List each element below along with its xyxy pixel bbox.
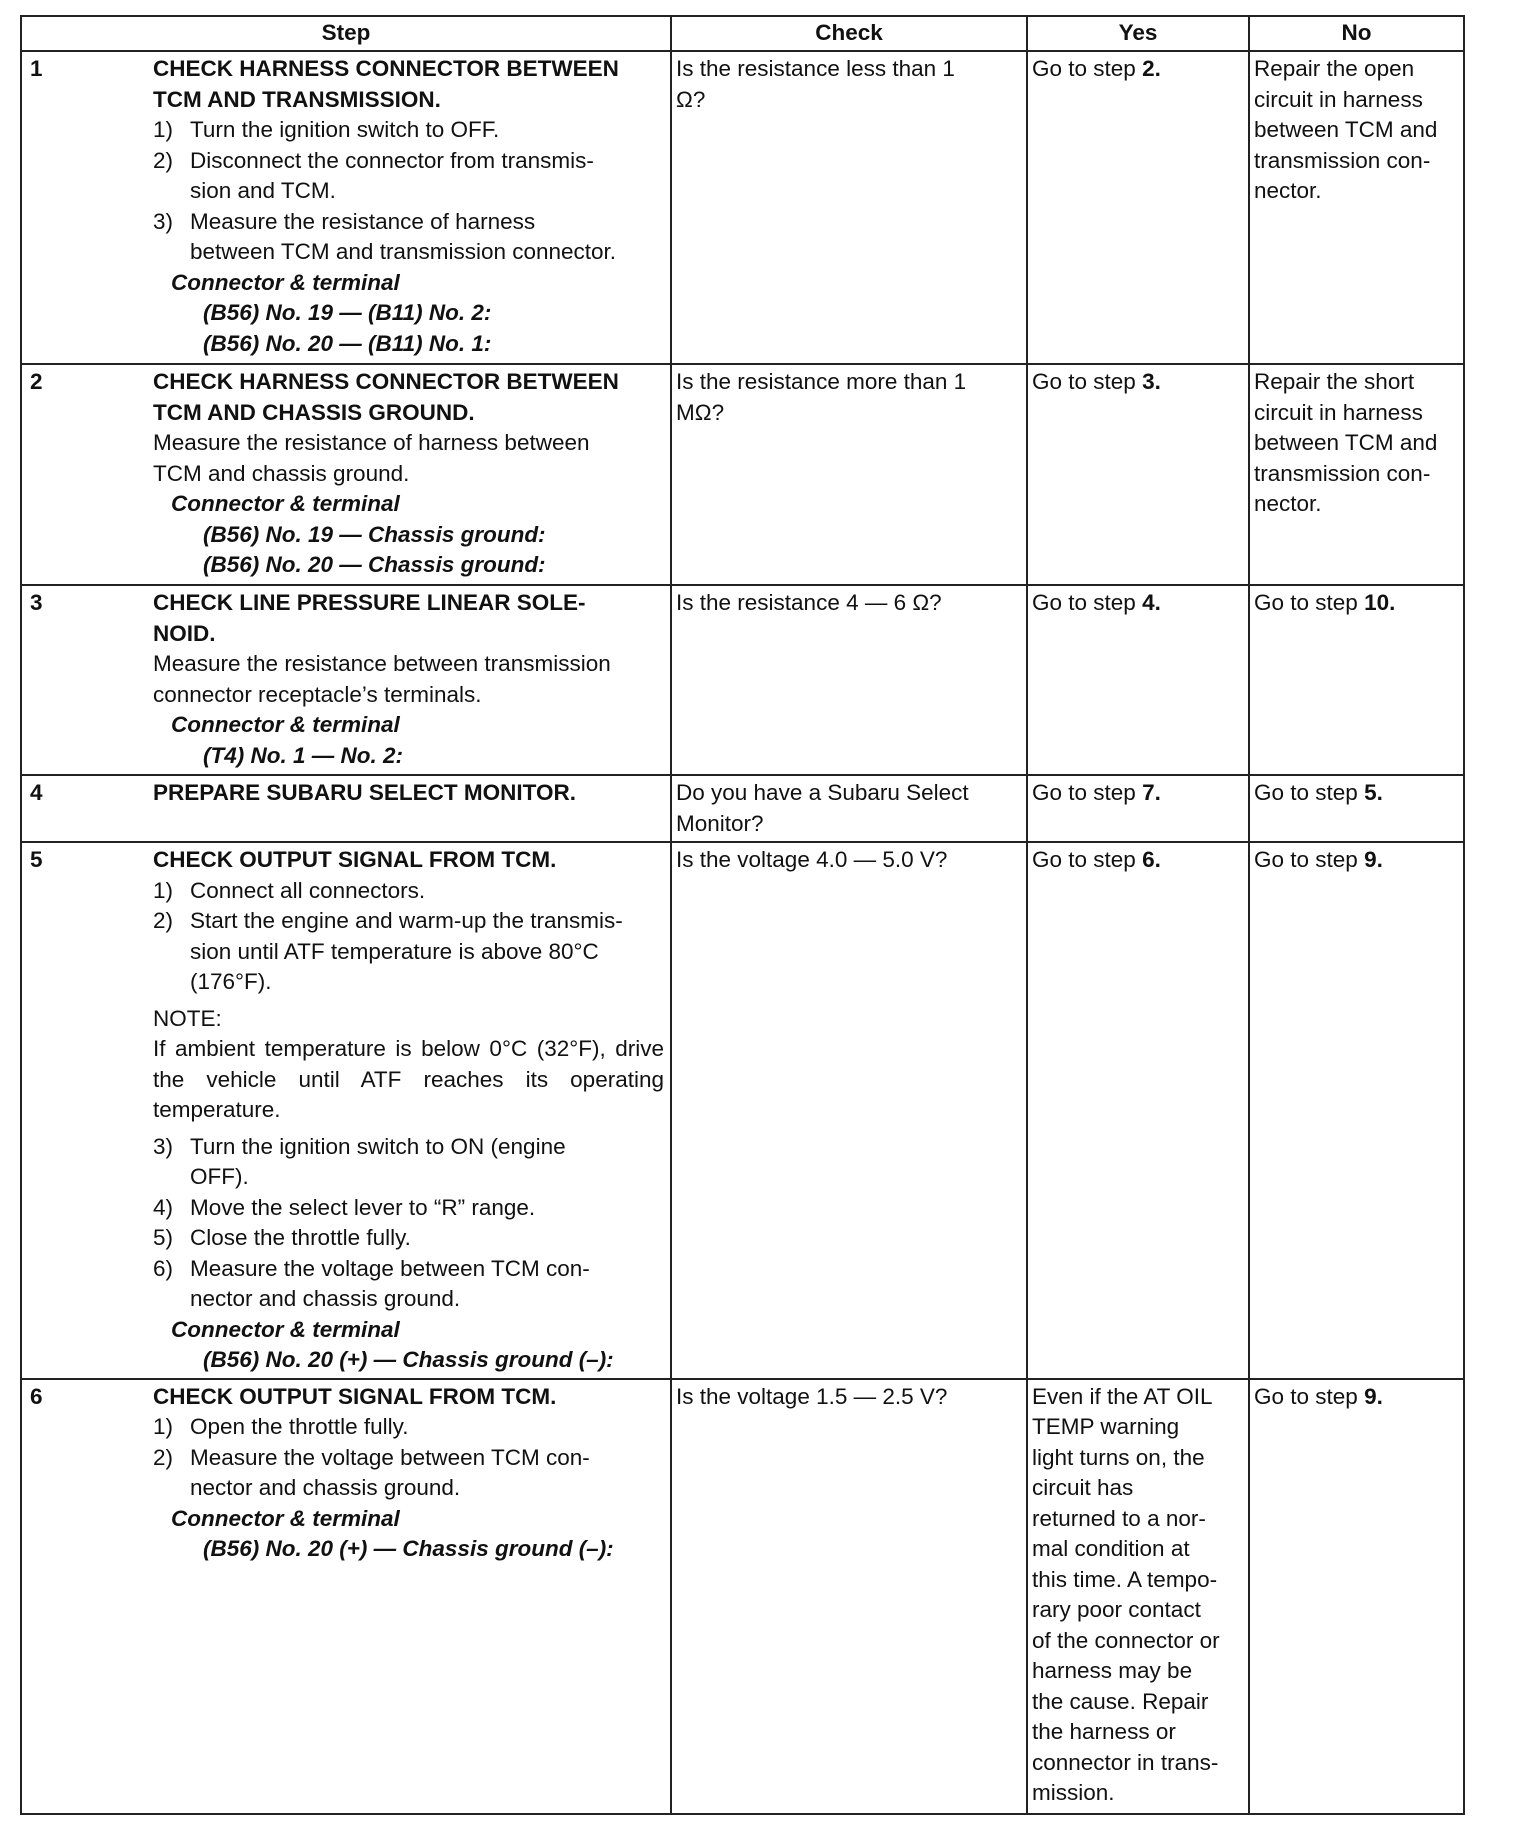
no-cell: Go to step 9. [1249,842,1464,1379]
step-instruction: Measure the resistance between transmission connector receptacle’s terminals. [153,651,611,707]
step-number: 2 [30,369,43,394]
step-number: 6 [30,1383,43,1409]
check-cell: Is the resistance more than 1 MΩ? [671,364,1027,585]
step-number: 5 [30,847,43,872]
yes-cell: Go to step 4. [1027,585,1249,775]
step-body [153,778,666,809]
connector-terminal-label: Connector & terminal [171,1505,400,1531]
step-cell [21,51,671,364]
note-label: NOTE: [153,1005,222,1031]
step-title: CHECK HARNESS CONNECTOR BETWEEN TCM AND TRANSMISSION. [153,56,619,112]
connector-terminal-label: Connector & terminal [171,712,400,737]
step-title: CHECK OUTPUT SIGNAL FROM TCM. [153,847,557,872]
terminal-spec: (B56) No. 20 (+) — Chassis ground (–): [203,1347,614,1372]
check-cell: Is the voltage 1.5 — 2.5 V? [671,1379,1027,1814]
step-title: PREPARE SUBARU SELECT MONITOR. [153,780,576,805]
step-instruction: 3) Measure the resistance of harness between TCM and transmission connector. [153,208,617,264]
table-row [21,585,1464,775]
step-instruction: 2) Start the engine and warm-up the transmis- sion until ATF temperature is above 80°C (176°F). [153,908,623,994]
check-cell: Is the resistance 4 — 6 Ω? [671,585,1027,775]
header-no: No [1249,16,1464,51]
connector-terminal-label: Connector & terminal [171,269,400,295]
table-row [21,775,1464,842]
no-cell: Go to step 9. [1249,1379,1464,1814]
step-title: CHECK LINE PRESSURE LINEAR SOLE- NOID. [153,590,586,646]
step-instruction: 5) Close the throttle fully. [153,1225,411,1250]
step-instruction: 3) Turn the ignition switch to ON (engine OFF). [153,1133,566,1189]
step-instruction: 4) Move the select lever to “R” range. [153,1194,536,1220]
note-block [148,1004,664,1126]
step-instruction: 6) Measure the voltage between TCM con- nector and chassis ground. [153,1255,590,1311]
header-yes: Yes [1027,16,1249,51]
step-cell [21,1379,671,1814]
step-instruction: 1) Turn the ignition switch to OFF. [153,117,500,142]
no-cell: Go to step 5. [1249,775,1464,842]
terminal-spec: (B56) No. 19 — Chassis ground: [203,521,546,547]
diagnostic-table [20,15,1465,1815]
table-row [21,842,1464,1379]
step-cell [21,842,671,1379]
note-text: If ambient temperature is below 0°C (32°F), drive the vehicle until ATF reaches its operating temperature. [153,1036,664,1122]
table-row [21,1379,1464,1814]
step-cell [21,775,671,842]
yes-cell: Go to step 3. [1027,364,1249,585]
no-cell: Go to step 10. [1249,585,1464,775]
step-title: CHECK HARNESS CONNECTOR BETWEEN TCM AND CHASSIS GROUND. [153,369,619,425]
step-instruction: Measure the resistance of harness between TCM and chassis ground. [153,430,590,486]
connector-terminal-label: Connector & terminal [171,1316,400,1342]
yes-cell: Go to step 7. [1027,775,1249,842]
no-cell: Repair the short circuit in harness between TCM and transmission con- nector. [1249,364,1464,585]
terminal-spec: (B56) No. 20 — Chassis ground: [203,552,546,577]
step-body [153,1382,666,1565]
step-cell [21,585,671,775]
terminal-spec: (T4) No. 1 — No. 2: [203,742,404,768]
check-cell: Is the resistance less than 1 Ω? [671,51,1027,364]
no-cell: Repair the open circuit in harness between TCM and transmission con- nector. [1249,51,1464,364]
yes-cell: Go to step 2. [1027,51,1249,364]
step-title: CHECK OUTPUT SIGNAL FROM TCM. [153,1383,557,1409]
step-body [153,54,666,359]
check-cell: Is the voltage 4.0 — 5.0 V? [671,842,1027,1379]
step-instruction: 1) Connect all connectors. [153,877,426,903]
step-instruction: 2) Measure the voltage between TCM con- nector and chassis ground. [153,1444,590,1500]
step-body [153,845,666,998]
header-row [21,16,1464,51]
header-step: Step [21,16,671,51]
step-number: 3 [30,590,43,615]
table-row [21,51,1464,364]
check-cell: Do you have a Subaru Select Monitor? [671,775,1027,842]
step-cell [21,364,671,585]
terminal-spec: (B56) No. 19 — (B11) No. 2: [203,300,492,325]
terminal-spec: (B56) No. 20 — (B11) No. 1: [203,330,492,356]
step-number: 1 [30,56,43,81]
terminal-spec: (B56) No. 20 (+) — Chassis ground (–): [203,1536,614,1561]
step-body [153,588,666,771]
connector-terminal-label: Connector & terminal [171,491,400,516]
yes-cell: Even if the AT OIL TEMP warning light turns on, the circuit has returned to a nor- mal condition at this time. A tempo- rary poor contact of the connector or harness may be the cause. Repair the harness or connector in trans- mission. [1027,1379,1249,1814]
table-row [21,364,1464,585]
step-instruction: 2) Disconnect the connector from transmis- sion and TCM. [153,147,594,203]
step-number: 4 [30,780,43,805]
step-instruction: 1) Open the throttle fully. [153,1414,409,1439]
yes-cell: Go to step 6. [1027,842,1249,1379]
step-body [153,367,666,581]
header-check: Check [671,16,1027,51]
